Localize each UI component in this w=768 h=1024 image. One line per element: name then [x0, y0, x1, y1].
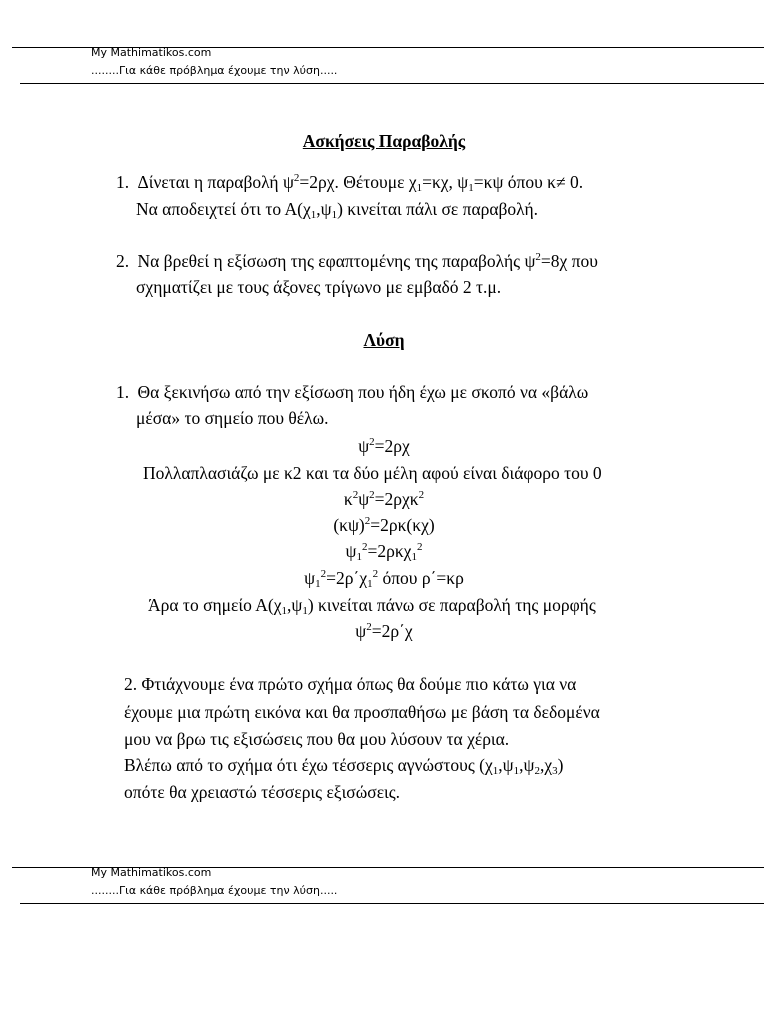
equation-1: $\psi^2=2\rho\chi$: [358, 436, 410, 456]
solution-heading: Λύση: [363, 330, 405, 350]
header-bottom-rule: [20, 83, 764, 84]
equation-3: $(\kappa\psi)^2=2\rho\kappa(\kappa\chi)$: [333, 515, 435, 535]
not-equal-symbol: ≠: [555, 172, 566, 192]
page-title: Ασκήσεις Παραβολής: [302, 131, 466, 151]
footer-bottom-rule: [20, 903, 764, 904]
exercise-1-line-1: 1. Δίνεται η παραβολή $\psi^2=2\rho\chi$. Θέτουμε $\chi_1=\kappa\chi$, $\psi_1=\kappa\psi$ όπου κ≠ 0.: [116, 172, 584, 194]
equation-6: $\psi^2=2\rho΄\chi$: [355, 621, 413, 641]
equation-5: $\psi_1^2=2\rho΄\chi_1^2$ όπου ρ΄=κρ: [304, 568, 464, 590]
solution-2-line-4: Βλέπω από το σχήμα ότι έχω τέσσερις αγνώστους $(\chi_1,\psi_1,\psi_2,\chi_3)$: [124, 755, 564, 777]
header-site: My Mathimatikos.com: [91, 46, 212, 59]
solution-2-line-2: έχουμε μια πρώτη εικόνα και θα προσπαθήσω με βάση τα δεδομένα: [124, 702, 600, 722]
exercise-2-line-1: 2. Να βρεθεί η εξίσωση της εφαπτομένης της παραβολής $\psi^2=8\chi$ που: [116, 251, 598, 271]
equation-4: $\psi_1^2=2\rho\kappa\chi_1^2$: [345, 541, 423, 563]
solution-1-line-1: 1. Θα ξεκινήσω από την εξίσωση που ήδη έχω με σκοπό να «βάλω: [116, 382, 589, 402]
conclusion-line: Άρα το σημείο $A(\chi_1,\psi_1)$ κινείται πάνω σε παραβολή της μορφής: [148, 595, 596, 617]
header-tagline: ........Για κάθε πρόβλημα έχουμε την λύση.....: [91, 64, 338, 77]
exercise-2-line-2: σχηματίζει με τους άξονες τρίγωνο με εμβαδό 2 τ.μ.: [136, 277, 502, 297]
solution-2-line-3: μου να βρω τις εξισώσεις που θα μου λύσουν τα χέρια.: [124, 729, 510, 749]
multiply-note: Πολλαπλασιάζω με κ2 και τα δύο μέλη αφού είναι διάφορο του 0: [143, 463, 602, 483]
footer-site: My Mathimatikos.com: [91, 866, 212, 879]
equation-2: $\kappa^2\psi^2=2\rho\chi\kappa^2$: [343, 489, 425, 509]
solution-2-line-1: 2. Φτιάχνουμε ένα πρώτο σχήμα όπως θα δούμε πιο κάτω για να: [124, 674, 577, 694]
solution-1-line-2: μέσα» το σημείο που θέλω.: [136, 408, 329, 428]
solution-2-line-5: οπότε θα χρειαστώ τέσσερις εξισώσεις.: [124, 782, 401, 802]
exercise-1-line-2: Να αποδειχτεί ότι το $A(\chi_1,\psi_1)$ κινείται πάλι σε παραβολή.: [136, 199, 539, 221]
footer-tagline: ........Για κάθε πρόβλημα έχουμε την λύση.....: [91, 884, 338, 897]
